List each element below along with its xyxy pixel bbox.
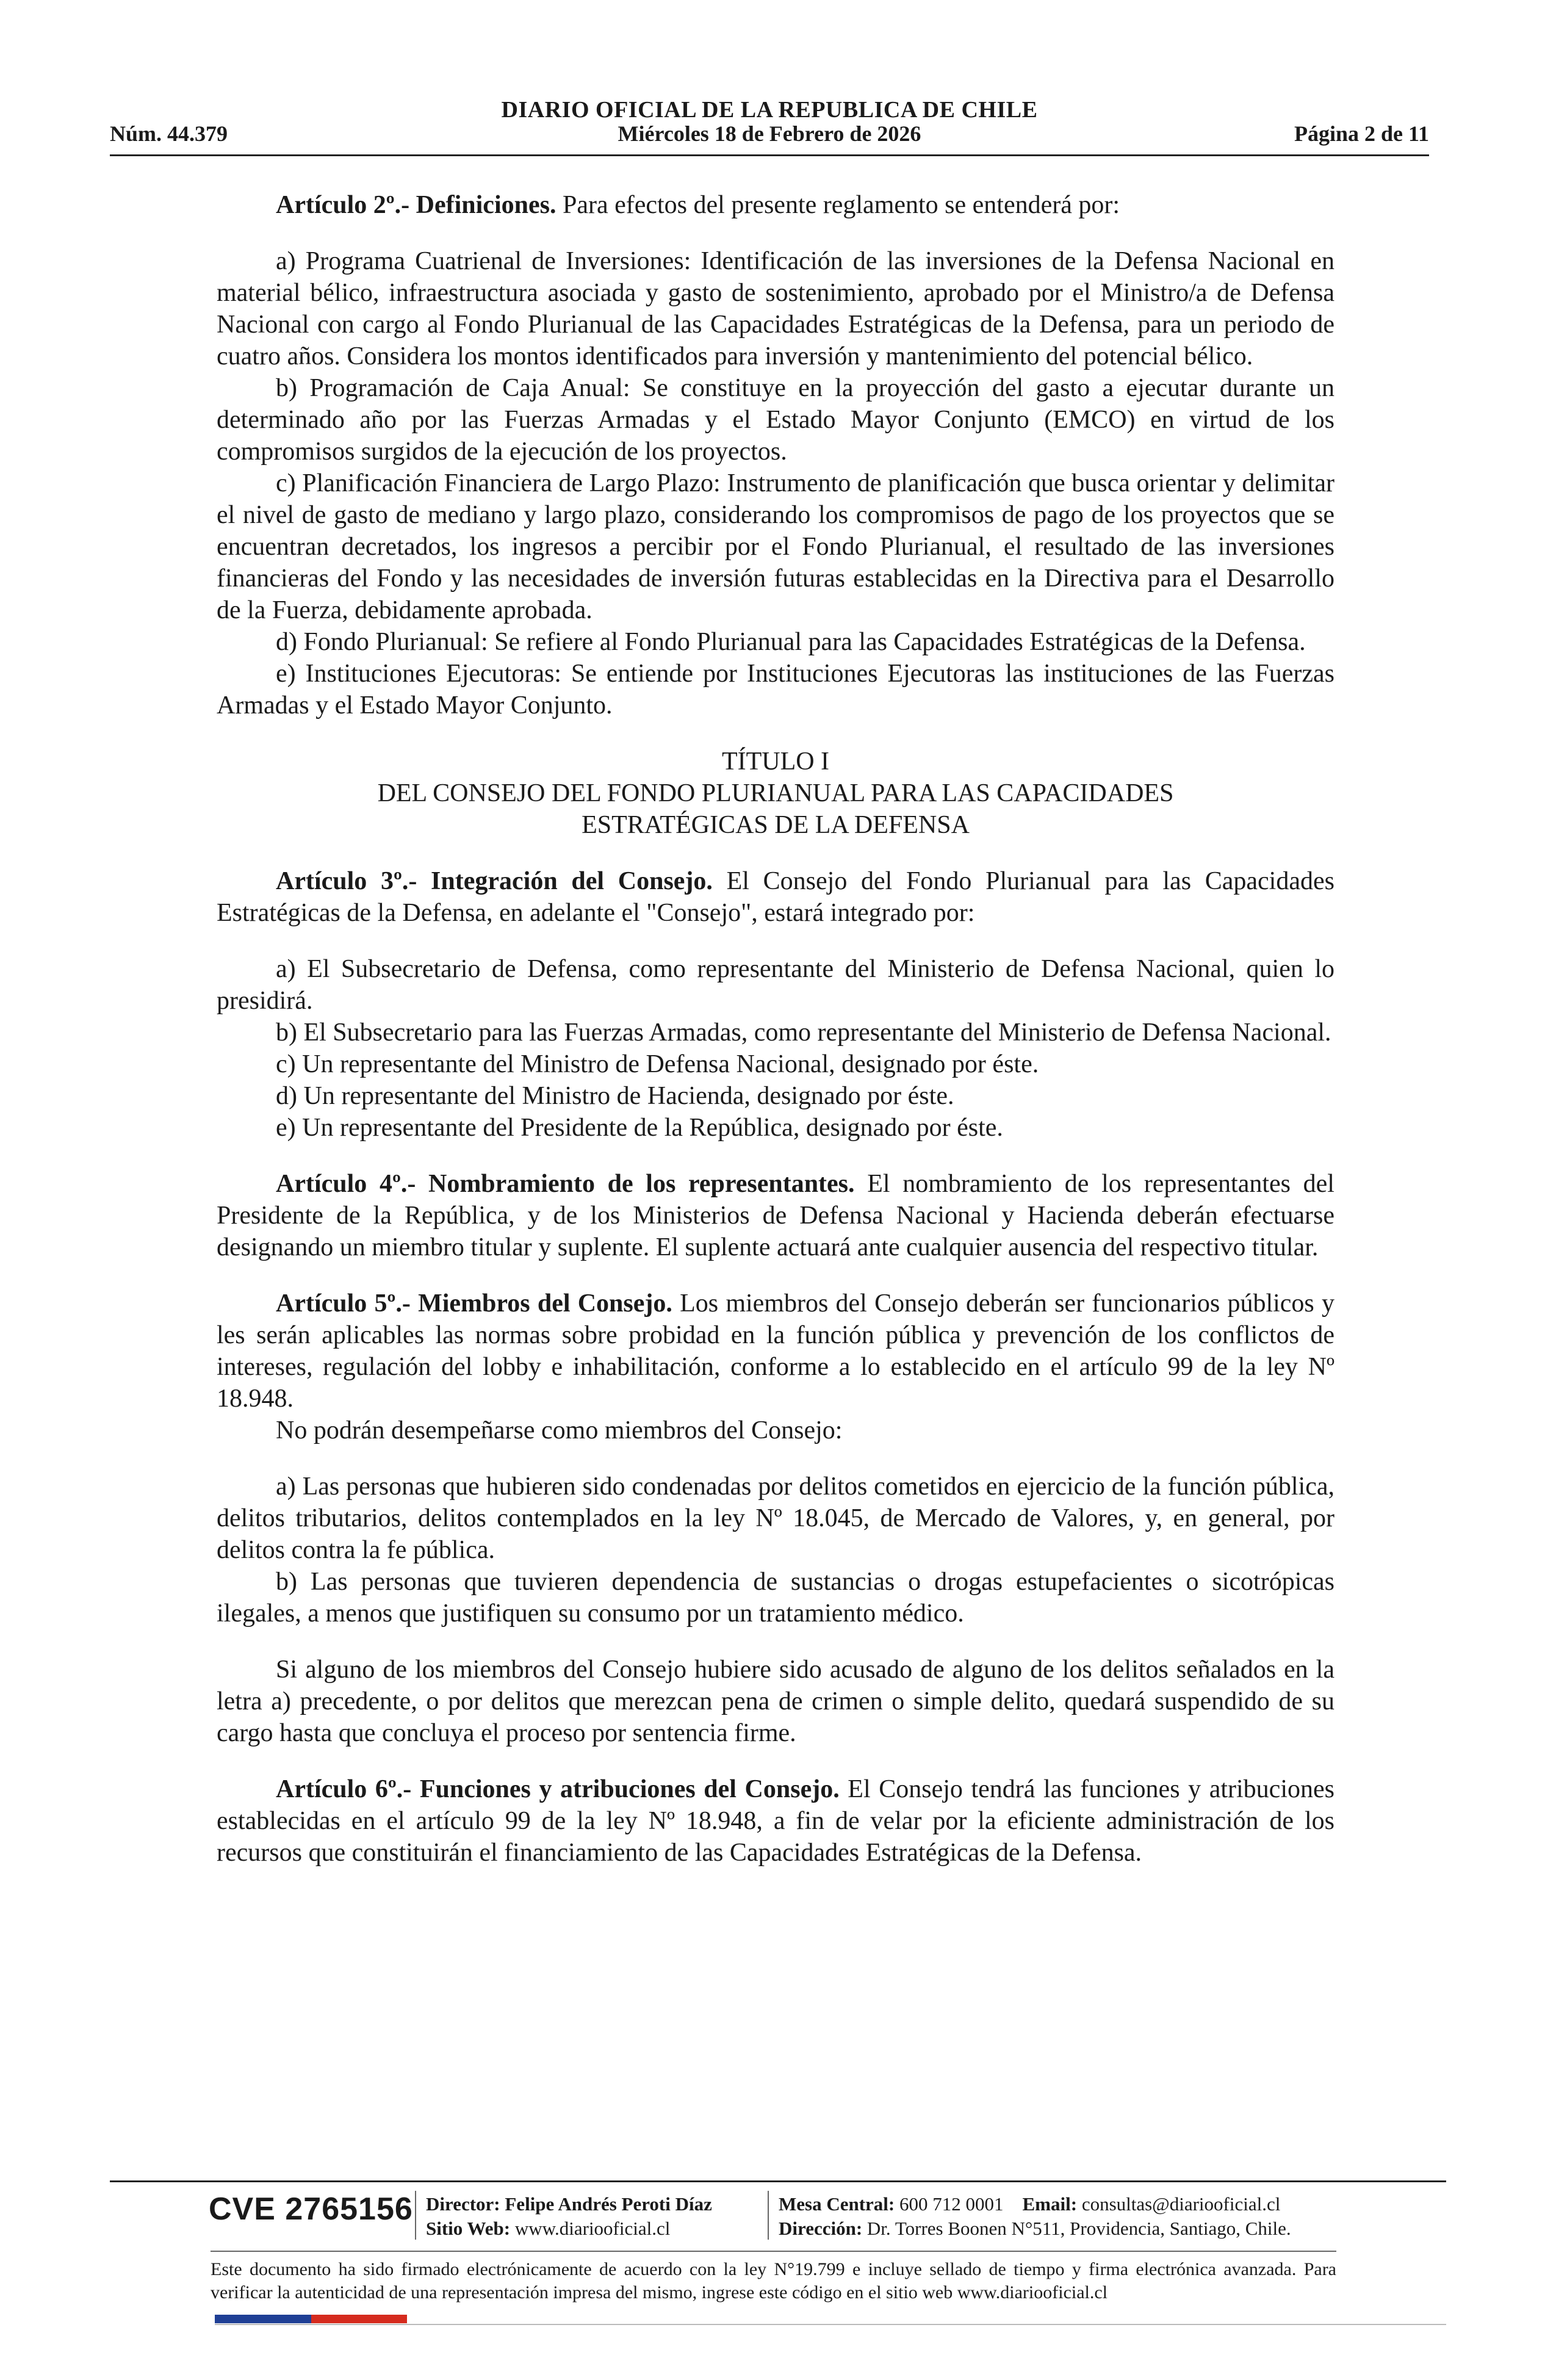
footer-divider-bottom <box>215 2324 1446 2325</box>
footer-contact-right: Mesa Central: 600 712 0001 Email: consultas@diariooficial.cl Dirección: Dr. Torres Boonen N°511, Providencia, Santiago, Chile. <box>779 2193 1291 2239</box>
chile-flag-stripe <box>215 2315 407 2323</box>
article-6-heading: Artículo 6º.- Funciones y atribuciones del Consejo. <box>276 1775 840 1803</box>
phone-number: 600 712 0001 <box>899 2193 1004 2215</box>
article-5-para-2: No podrán desempeñarse como miembros del Consejo: <box>276 1416 843 1444</box>
article-5-para-3: Si alguno de los miembros del Consejo hubiere sido acusado de alguno de los delitos señalados en la letra a) precedente, o por delitos que merezcan pena de crimen o simple delito, quedará suspendido de su cargo hasta que concluya el proceso por sentencia firme. <box>217 1656 1334 1747</box>
article-2-item-b: b) Programación de Caja Anual: Se constituye en la proyección del gasto a ejecutar durante un determinado año por las Fuerzas Armadas y el Estado Mayor Conjunto (EMCO) en virtud de los compromisos surgidos de la ejecución de los proyectos. <box>217 374 1334 466</box>
title-heading-2: DEL CONSEJO DEL FONDO PLURIANUAL PARA LAS CAPACIDADES <box>377 779 1174 807</box>
article-5-item-b: b) Las personas que tuvieren dependencia de sustancias o drogas estupefacientes o sicotrópicas ilegales, a menos que justifiquen su consumo por un tratamiento médico. <box>217 1568 1334 1628</box>
article-3-heading: Artículo 3º.- Integración del Consejo. <box>276 867 713 895</box>
address: Dr. Torres Boonen N°511, Providencia, Santiago, Chile. <box>866 2218 1291 2239</box>
gazette-title: DIARIO OFICIAL DE LA REPUBLICA DE CHILE <box>501 97 1038 123</box>
article-2-intro: Artículo 2º.- Definiciones. Para efectos del presente reglamento se entenderá por: <box>276 191 1120 219</box>
footer-divider-top <box>110 2180 1446 2182</box>
article-2-item-d: d) Fondo Plurianual: Se refiere al Fondo Plurianual para las Capacidades Estratégicas de la Defensa. <box>276 628 1306 656</box>
title-heading-3: ESTRATÉGICAS DE LA DEFENSA <box>582 811 970 839</box>
footer-divider-mid <box>211 2251 1336 2252</box>
article-3-item-a: a) El Subsecretario de Defensa, como representante del Ministerio de Defensa Nacional, quien lo presidirá. <box>217 955 1334 1015</box>
signature-notice: Este documento ha sido firmado electrónicamente de acuerdo con la ley N°19.799 e incluye sellado de tiempo y firma electrónica avanzada. Para verificar la autenticidad de una representación impresa del mismo, ingrese este código en el sitio web www.diariooficial.cl <box>211 2259 1336 2302</box>
article-3-item-b: b) El Subsecretario para las Fuerzas Armadas, como representante del Ministerio de Defensa Nacional. <box>276 1019 1331 1047</box>
article-3-item-e: e) Un representante del Presidente de la República, designado por éste. <box>276 1114 1003 1142</box>
article-4: Artículo 4º.- Nombramiento de los representantes. El nombramiento de los representantes del Presidente de la República, y de los Ministerios de Defensa Nacional y Hacienda deberán efectuarse designando un miembro titular y suplente. El suplente actuará ante cualquier ausencia del respectivo titular. <box>217 1170 1334 1261</box>
footer-contact-left: Director: Felipe Andrés Peroti Díaz Sitio Web: www.diariooficial.cl <box>426 2193 712 2239</box>
header-divider <box>110 154 1429 156</box>
footer-separator <box>415 2191 416 2240</box>
email-link[interactable]: consultas@diariooficial.cl <box>1081 2193 1281 2215</box>
title-heading-1: TÍTULO I <box>721 748 830 776</box>
issue-number: Núm. 44.379 <box>110 121 228 146</box>
article-2-item-c: c) Planificación Financiera de Largo Plazo: Instrumento de planificación que busca orientar y delimitar el nivel de gasto de mediano y largo plazo, considerando los compromisos de pago de los proyectos que se encuentran decretados, los ingresos a percibir por el Fondo Plurianual, el resultado de las inversiones financieras del Fondo y las necesidades de inversión futuras establecidas en la Directiva para el Desarrollo de la Fuerza, debidamente aprobada. <box>217 469 1334 624</box>
document-body <box>217 189 1334 1869</box>
article-5-item-a: a) Las personas que hubieren sido condenadas por delitos cometidos en ejercicio de la función pública, delitos tributarios, delitos contemplados en la ley Nº 18.045, de Mercado de Valores, y, en general, por delitos contra la fe pública. <box>217 1473 1334 1564</box>
flag-red-segment <box>311 2315 408 2323</box>
director-name: Felipe Andrés Peroti Díaz <box>505 2193 712 2215</box>
article-5: Artículo 5º.- Miembros del Consejo. Los miembros del Consejo deberán ser funcionarios públicos y les serán aplicables las normas sobre probidad en la función pública y prevención de los conflictos de intereses, regulación del lobby e inhabilitación, conforme a lo establecido en el artículo 99 de la ley Nº 18.948. <box>217 1289 1334 1413</box>
article-3-item-c: c) Un representante del Ministro de Defensa Nacional, designado por éste. <box>276 1050 1039 1078</box>
footer-separator <box>768 2191 769 2240</box>
article-2-item-e: e) Instituciones Ejecutoras: Se entiende por Instituciones Ejecutoras las instituciones de las Fuerzas Armadas y el Estado Mayor Conjunto. <box>217 660 1334 719</box>
website-link[interactable]: www.diariooficial.cl <box>514 2218 671 2239</box>
issue-date: Miércoles 18 de Febrero de 2026 <box>618 121 921 146</box>
article-3-intro: Artículo 3º.- Integración del Consejo. El Consejo del Fondo Plurianual para las Capacidades Estratégicas de la Defensa, en adelante el "Consejo", estará integrado por: <box>217 867 1334 927</box>
cve-code: CVE 2765156 <box>209 2191 413 2227</box>
header-row <box>110 121 1429 149</box>
flag-blue-segment <box>215 2315 311 2323</box>
article-5-heading: Artículo 5º.- Miembros del Consejo. <box>276 1289 672 1318</box>
article-3-item-d: d) Un representante del Ministro de Hacienda, designado por éste. <box>276 1082 954 1110</box>
article-6: Artículo 6º.- Funciones y atribuciones del Consejo. El Consejo tendrá las funciones y atribuciones establecidas en el artículo 99 de la ley Nº 18.948, a fin de velar por la eficiente administración de los recursos que constituirán el financiamiento de las Capacidades Estratégicas de la Defensa. <box>217 1775 1334 1867</box>
article-2-heading: Artículo 2º.- Definiciones. <box>276 191 556 219</box>
article-2-item-a: a) Programa Cuatrienal de Inversiones: Identificación de las inversiones de la Defensa Nacional en material bélico, infraestructura asociada y gasto de sostenimiento, aprobado por el Ministro/a de Defensa Nacional con cargo al Fondo Plurianual de las Capacidades Estratégicas de la Defensa, para un periodo de cuatro años. Considera los montos identificados para inversión y mantenimiento del potencial bélico. <box>217 247 1334 370</box>
article-4-heading: Artículo 4º.- Nombramiento de los representantes. <box>276 1170 855 1198</box>
page-number: Página 2 de 11 <box>1294 121 1429 146</box>
